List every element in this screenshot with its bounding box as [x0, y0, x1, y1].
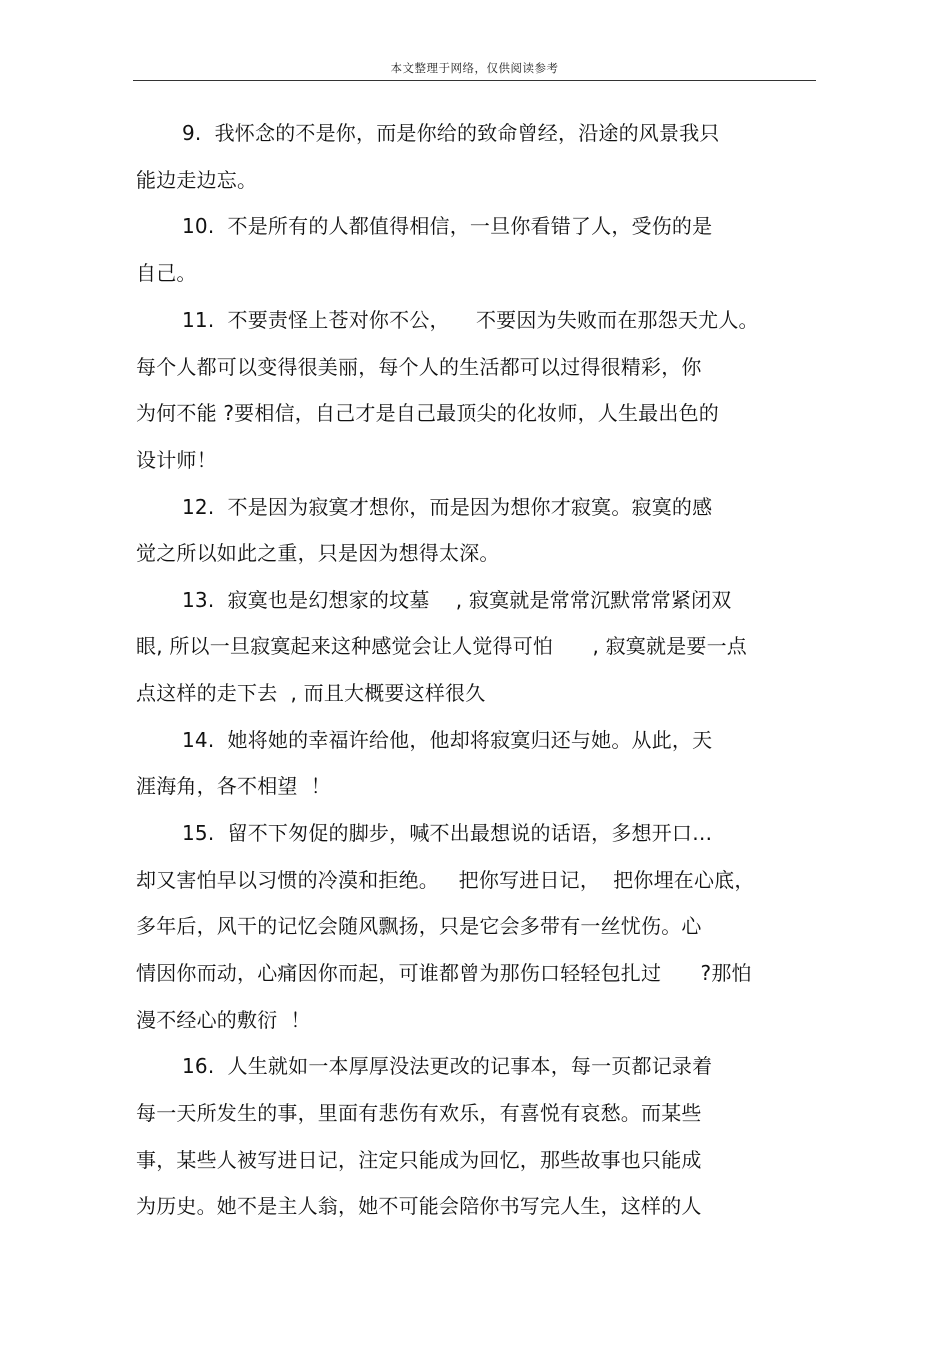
text-line: 事，某些人被写进日记，注定只能成为回忆，那些故事也只能成	[136, 1148, 702, 1172]
text-line: 能边走边忘。	[136, 168, 258, 192]
text-line: 为历史。她不是主人翁，她不可能会陪你书写完人生，这样的人	[136, 1194, 702, 1218]
text-line: 漫不经心的敷衍 ！	[136, 1008, 311, 1032]
text-line: 15. 留不下匆促的脚步，喊不出最想说的话语，多想开口…	[182, 821, 713, 845]
header-divider	[133, 80, 816, 81]
text-line: 觉之所以如此之重，只是因为想得太深。	[136, 541, 500, 565]
text-line: 设计师！	[136, 448, 217, 472]
text-line: 却又害怕早以习惯的冷漠和拒绝。 把你写进日记， 把你埋在心底，	[136, 868, 755, 892]
text-line: 13. 寂寞也是幻想家的坟墓 , 寂寞就是常常沉默常常紧闭双	[182, 588, 732, 612]
text-line: 自己。	[136, 261, 197, 285]
text-line: 为何不能 ?要相信，自己才是自己最顶尖的化妆师，人生最出色的	[136, 401, 719, 425]
text-line: 11. 不要责怪上苍对你不公， 不要因为失败而在那怨天尤人。	[182, 308, 759, 332]
text-line: 16. 人生就如一本厚厚没法更改的记事本，每一页都记录着	[182, 1054, 713, 1078]
text-line: 情因你而动，心痛因你而起，可谁都曾为那伤口轻轻包扎过 ?那怕	[136, 961, 752, 985]
text-line: 每一天所发生的事，里面有悲伤有欢乐，有喜悦有哀愁。而某些	[136, 1101, 702, 1125]
text-line: 10. 不是所有的人都值得相信，一旦你看错了人，受伤的是	[182, 214, 713, 238]
text-line: 9. 我怀念的不是你，而是你给的致命曾经，沿途的风景我只	[182, 121, 720, 145]
text-line: 每个人都可以变得很美丽，每个人的生活都可以过得很精彩，你	[136, 355, 702, 379]
text-line: 12. 不是因为寂寞才想你，而是因为想你才寂寞。寂寞的感	[182, 495, 713, 519]
text-line: 眼, 所以一旦寂寞起来这种感觉会让人觉得可怕 , 寂寞就是要一点	[136, 634, 747, 658]
page-header: 本文整理于网络，仅供阅读参考	[390, 61, 559, 75]
text-line: 点这样的走下去 , 而且大概要这样很久	[136, 681, 486, 705]
text-line: 多年后，风干的记忆会随风飘扬，只是它会多带有一丝忧伤。心	[136, 914, 702, 938]
text-line: 14. 她将她的幸福许给他，他却将寂寞归还与她。从此，天	[182, 728, 713, 752]
text-line: 涯海角，各不相望 ！	[136, 774, 331, 798]
